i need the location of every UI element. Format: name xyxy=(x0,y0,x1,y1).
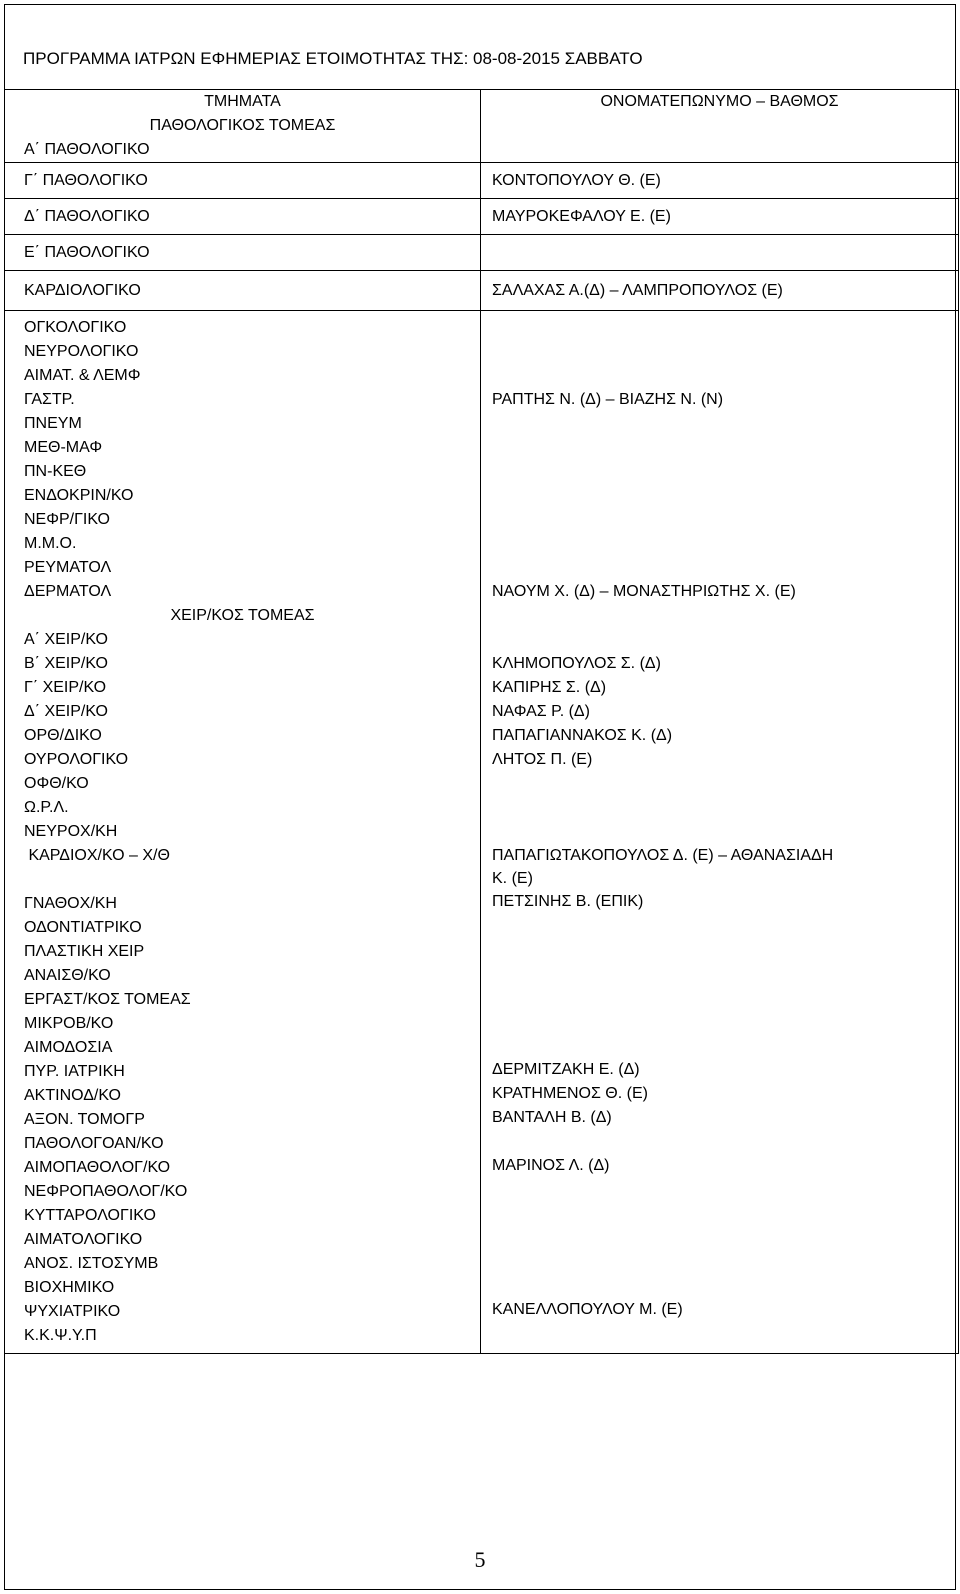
doctor-name: ΔΕΡΜΙΤΖΑΚΗ Ε. (Δ) xyxy=(492,1061,640,1078)
department-label: Ε΄ ΠΑΘΟΛΟΓΙΚΟ xyxy=(24,243,150,261)
department-label: ΟΦΘ/ΚΟ xyxy=(24,775,89,792)
name-cell xyxy=(481,163,959,199)
department-label: ΚΥΤΤΑΡΟΛΟΓΙΚΟ xyxy=(24,1207,156,1224)
department-label: ΕΝΔΟΚΡΙΝ/ΚΟ xyxy=(24,487,134,504)
dept-cell xyxy=(5,163,481,199)
doctor-name xyxy=(481,1034,958,1058)
doctor-name xyxy=(481,114,958,138)
doctor-name xyxy=(481,1202,958,1226)
name-cell xyxy=(481,235,959,271)
department-label: ΑΙΜΑΤ. & ΛΕΜΦ xyxy=(24,367,141,384)
name-cell xyxy=(481,271,959,311)
doctor-name xyxy=(481,460,958,484)
department-label: ΟΡΘ/ΔΙΚΟ xyxy=(24,727,102,744)
dept-cell xyxy=(5,271,481,311)
department-label: Α΄ ΧΕΙΡ/ΚΟ xyxy=(24,631,108,648)
department-label: ΑΝΟΣ. ΙΣΤΟΣΥΜΒ xyxy=(24,1255,159,1272)
name-cell xyxy=(481,90,959,163)
doctor-name: ΠΑΠΑΓΙΩΤΑΚΟΠΟΥΛΟΣ Δ. (Ε) – ΑΘΑΝΑΣΙΑΔΗ xyxy=(492,847,834,864)
doctor-name xyxy=(481,316,958,340)
department-label: ΕΡΓΑΣΤ/ΚΟΣ ΤΟΜΕΑΣ xyxy=(24,991,191,1008)
table-row xyxy=(5,311,959,1354)
doctor-name: ΚΑΝΕΛΛΟΠΟΥΛΟΥ Μ. (Ε) xyxy=(492,1301,683,1318)
doctor-name: ΚΛΗΜΟΠΟΥΛΟΣ Σ. (Δ) xyxy=(492,655,661,672)
department-label: Κ.Κ.Ψ.Υ.Π xyxy=(24,1327,97,1344)
department-label: Δ΄ ΧΕΙΡ/ΚΟ xyxy=(24,703,108,720)
department-label: ΑΙΜΟΠΑΘΟΛΟΓ/ΚΟ xyxy=(24,1159,171,1176)
department-label: ΚΑΡΔΙΟΧ/ΚΟ – Χ/Θ xyxy=(24,847,170,864)
department-label: ΔΕΡΜΑΤΟΛ xyxy=(24,583,112,600)
doctor-name: ΚΑΠΙΡΗΣ Σ. (Δ) xyxy=(492,679,607,696)
department-label: ΟΥΡΟΛΟΓΙΚΟ xyxy=(24,751,129,768)
department-label: ΑΙΜΑΤΟΛΟΓΙΚΟ xyxy=(24,1231,143,1248)
department-label: ΚΑΡΔΙΟΛΟΓΙΚΟ xyxy=(24,281,141,299)
dept-cell xyxy=(5,90,481,163)
duty-roster-table xyxy=(4,89,959,1354)
doctor-name xyxy=(481,1274,958,1298)
doctor-name xyxy=(481,556,958,580)
doctor-name xyxy=(481,962,958,986)
doctor-name xyxy=(481,1226,958,1250)
doctor-name xyxy=(481,1130,958,1154)
doctor-name: ΒΑΝΤΑΛΗ Β. (Δ) xyxy=(492,1109,612,1126)
doctor-name: ΚΟΝΤΟΠΟΥΛΟΥ Θ. (Ε) xyxy=(492,171,661,189)
sector-heading-surgery: ΧΕΙΡ/ΚΟΣ ΤΟΜΕΑΣ xyxy=(170,607,315,624)
doctor-name: ΠΑΠΑΓΙΑΝΝΑΚΟΣ Κ. (Δ) xyxy=(492,727,673,744)
department-label: ΠΝ-ΚΕΘ xyxy=(24,463,87,480)
page-title: ΠΡΟΓΡΑΜΜΑ ΙΑΤΡΩΝ ΕΦΗΜΕΡΙΑΣ ΕΤΟΙΜΟΤΗΤΑΣ ΤΗΣ: 08-08-2015 ΣΑΒΒΑΤΟ xyxy=(23,49,643,68)
department-label: ΝΕΦΡΟΠΑΘΟΛΟΓ/ΚΟ xyxy=(24,1183,188,1200)
doctor-name: ΜΑΥΡΟΚΕΦΑΛΟΥ Ε. (Ε) xyxy=(492,207,671,225)
dept-cell xyxy=(5,199,481,235)
doctor-name xyxy=(481,340,958,364)
doctor-name xyxy=(481,138,958,162)
name-cell xyxy=(481,311,959,1354)
doctor-name xyxy=(481,914,958,938)
doctor-name xyxy=(481,412,958,436)
sector-heading-pathology: ΠΑΘΟΛΟΓΙΚΟΣ ΤΟΜΕΑΣ xyxy=(149,117,336,134)
department-label: ΓΝΑΘΟΧ/ΚΗ xyxy=(24,895,117,912)
department-label: ΑΚΤΙΝΟΔ/ΚΟ xyxy=(24,1087,121,1104)
doctor-name xyxy=(481,508,958,532)
doctor-name xyxy=(481,1322,958,1346)
department-label: ΑΙΜΟΔΟΣΙΑ xyxy=(24,1039,113,1056)
doctor-name xyxy=(481,772,958,796)
page-number: 5 xyxy=(474,1547,486,1572)
doctor-name xyxy=(481,241,958,265)
doctor-name xyxy=(481,484,958,508)
table-row xyxy=(5,271,959,311)
doctor-name xyxy=(481,986,958,1010)
table-row xyxy=(5,235,959,271)
department-label: ΟΓΚΟΛΟΓΙΚΟ xyxy=(24,319,127,336)
doctor-name xyxy=(481,1010,958,1034)
department-label: ΝΕΦΡ/ΓΙΚΟ xyxy=(24,511,110,528)
department-label: Α΄ ΠΑΘΟΛΟΓΙΚΟ xyxy=(24,141,150,158)
doctor-name xyxy=(481,364,958,388)
doctor-name: ΠΕΤΣΙΝΗΣ Β. (ΕΠΙΚ) xyxy=(492,893,644,910)
department-label: ΨΥΧΙΑΤΡΙΚΟ xyxy=(24,1303,121,1320)
doctor-name xyxy=(481,1250,958,1274)
department-label: ΡΕΥΜΑΤΟΛ xyxy=(24,559,112,576)
doctor-name: ΝΑΟΥΜ Χ. (Δ) – ΜΟΝΑΣΤΗΡΙΩΤΗΣ Χ. (Ε) xyxy=(492,583,796,600)
doctor-name xyxy=(481,628,958,652)
doctor-name xyxy=(481,938,958,962)
doctor-name xyxy=(481,820,958,844)
department-label: ΠΥΡ. ΙΑΤΡΙΚΗ xyxy=(24,1063,125,1080)
table-row xyxy=(5,199,959,235)
department-label: Β΄ ΧΕΙΡ/ΚΟ xyxy=(24,655,108,672)
doctor-name: ΜΑΡΙΝΟΣ Λ. (Δ) xyxy=(492,1157,610,1174)
dept-cell xyxy=(5,235,481,271)
column-header-departments: ΤΜΗΜΑΤΑ xyxy=(204,93,281,110)
department-label: ΟΔΟΝΤΙΑΤΡΙΚΟ xyxy=(24,919,142,936)
department-label: Δ΄ ΠΑΘΟΛΟΓΙΚΟ xyxy=(24,207,150,225)
department-label: ΜΙΚΡΟΒ/ΚΟ xyxy=(24,1015,114,1032)
department-label: ΑΝΑΙΣΘ/ΚΟ xyxy=(24,967,111,984)
table-row xyxy=(5,90,959,163)
doctor-name xyxy=(481,436,958,460)
name-cell xyxy=(481,199,959,235)
department-label: ΓΑΣΤΡ. xyxy=(24,391,75,408)
department-label: ΠΛΑΣΤΙΚΗ ΧΕΙΡ xyxy=(24,943,145,960)
doctor-name: ΚΡΑΤΗΜΕΝΟΣ Θ. (Ε) xyxy=(492,1085,648,1102)
department-label: ΒΙΟΧΗΜΙΚΟ xyxy=(24,1279,115,1296)
doctor-name xyxy=(481,604,958,628)
doctor-name: ΡΑΠΤΗΣ Ν. (Δ) – ΒΙΑΖΗΣ Ν. (Ν) xyxy=(492,391,724,408)
department-label: ΠΝΕΥΜ xyxy=(24,415,82,432)
department-label: Ω.Ρ.Λ. xyxy=(24,799,69,816)
department-label: ΠΑΘΟΛΟΓΟΑΝ/ΚΟ xyxy=(24,1135,164,1152)
doctor-name xyxy=(481,532,958,556)
doctor-name xyxy=(481,796,958,820)
department-label: Μ.Μ.Ο. xyxy=(24,535,77,552)
table-row xyxy=(5,163,959,199)
department-label: ΝΕΥΡΟΛΟΓΙΚΟ xyxy=(24,343,139,360)
department-label: ΝΕΥΡΟΧ/ΚΗ xyxy=(24,823,118,840)
doctor-name: ΣΑΛΑΧΑΣ Α.(Δ) – ΛΑΜΠΡΟΠΟΥΛΟΣ (Ε) xyxy=(492,281,783,299)
dept-cell xyxy=(5,311,481,1354)
department-label xyxy=(5,868,480,892)
department-label: Γ΄ ΠΑΘΟΛΟΓΙΚΟ xyxy=(24,171,148,189)
doctor-name: ΝΑΦΑΣ Ρ. (Δ) xyxy=(492,703,590,720)
doctor-name: ΛΗΤΟΣ Π. (Ε) xyxy=(492,751,593,768)
department-label: ΜΕΘ-ΜΑΦ xyxy=(24,439,103,456)
department-label: Γ΄ ΧΕΙΡ/ΚΟ xyxy=(24,679,107,696)
doctor-name: Κ. (Ε) xyxy=(492,870,533,887)
doctor-name xyxy=(481,1178,958,1202)
department-label: ΑΞΟΝ. ΤΟΜΟΓΡ xyxy=(24,1111,145,1128)
column-header-names: ΟΝΟΜΑΤΕΠΩΝΥΜΟ – ΒΑΘΜΟΣ xyxy=(600,93,839,110)
